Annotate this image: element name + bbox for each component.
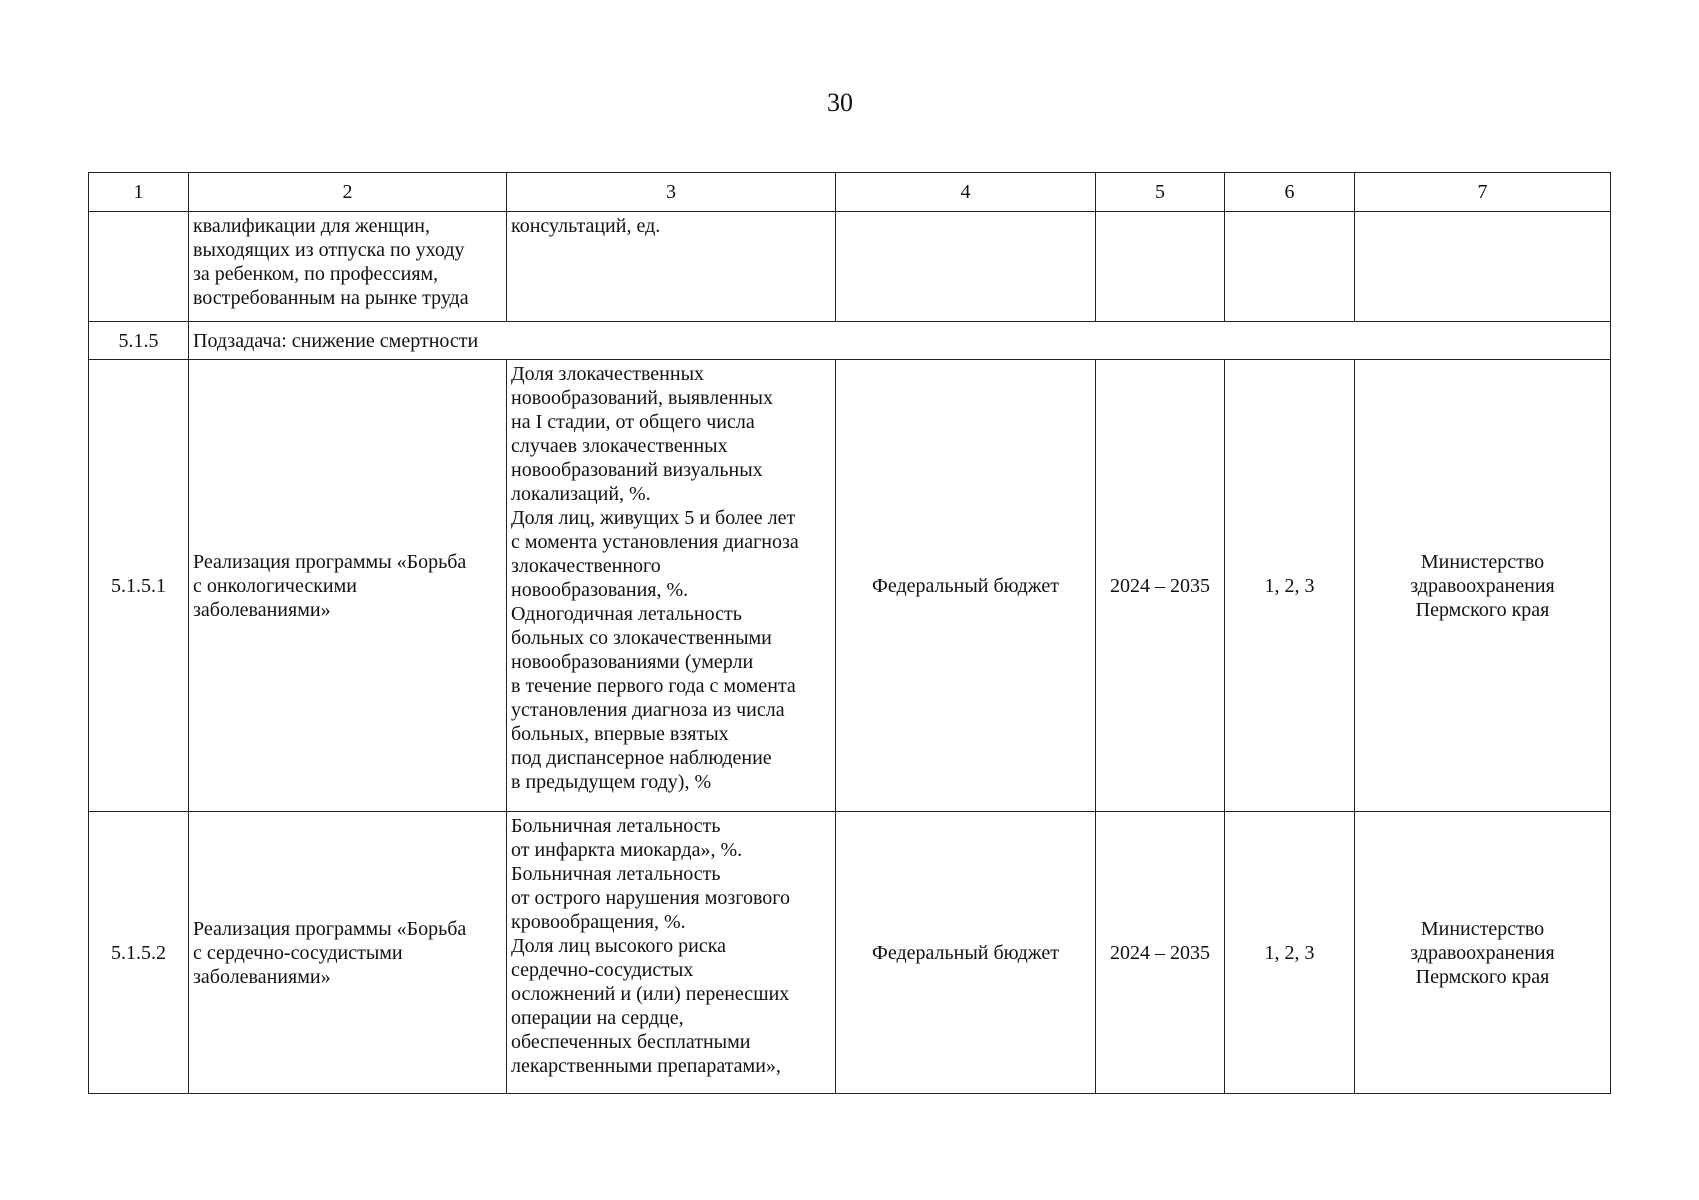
text-line: востребованным на рынке труда (193, 287, 469, 309)
text-line: больных, впервые взятых (511, 723, 729, 745)
text-line: локализаций, %. (511, 483, 651, 505)
cell-source (836, 212, 1096, 322)
text-line: обеспеченных бесплатными (511, 1031, 751, 1053)
cell-indicator (507, 212, 836, 322)
subtask-number: 5.1.5 (89, 322, 189, 360)
cell-period: 2024 – 2035 (1096, 812, 1225, 1094)
text-line: новообразования, %. (511, 579, 689, 601)
page-number: 30 (827, 88, 853, 117)
text-line: новообразованиями (умерли (511, 651, 754, 673)
text-line: осложнений и (или) перенесших (511, 983, 790, 1005)
text-line: Министерство (1420, 917, 1545, 940)
table-row (89, 812, 1611, 1094)
column-header: 3 (507, 173, 836, 212)
cell-number: 5.1.5.1 (89, 360, 189, 812)
table-row (89, 360, 1611, 812)
text-line: новообразований визуальных (511, 459, 763, 481)
cell-executor (1355, 360, 1611, 812)
cell-tasks: 1, 2, 3 (1225, 812, 1355, 1094)
text-line: от инфаркта миокарда», %. (511, 839, 743, 861)
text-line: случаев злокачественных (511, 435, 728, 457)
text-line: с момента установления диагноза (511, 531, 799, 553)
text-line: выходящих из отпуска по уходу (193, 239, 465, 261)
cell-executor (1355, 212, 1611, 322)
cell-source: Федеральный бюджет (836, 812, 1096, 1094)
text-line: Больничная летальность (511, 863, 721, 885)
text-line: заболеваниями» (193, 598, 331, 621)
text-line: установления диагноза из числа (511, 699, 785, 721)
text-line: с сердечно-сосудистыми (193, 941, 403, 964)
text-line: от острого нарушения мозгового (511, 887, 791, 909)
text-line: Одногодичная летальность (511, 603, 742, 625)
text-line: заболеваниями» (193, 965, 331, 988)
text-line: в течение первого года с момента (511, 675, 796, 697)
column-header: 1 (89, 173, 189, 212)
text-line: Министерство (1420, 550, 1545, 573)
text-line: квалификации для женщин, (193, 215, 430, 237)
column-header: 6 (1225, 173, 1355, 212)
program-table (88, 172, 1611, 1094)
cell-number: 5.1.5.2 (89, 812, 189, 1094)
text-line: злокачественного (511, 555, 661, 577)
text-line: кровообращения, %. (511, 911, 686, 933)
text-line: Доля лиц высокого риска (511, 935, 726, 957)
text-line: Больничная летальность (511, 815, 721, 837)
text-line: операции на сердце, (511, 1007, 684, 1029)
subtask-row (89, 322, 1611, 360)
text-line: Пермского края (1415, 598, 1550, 621)
text-line: Реализация программы «Борьба (193, 550, 467, 573)
text-line: здравоохранения (1410, 941, 1555, 964)
cell-indicator (507, 360, 836, 812)
text-line: Доля злокачественных (511, 363, 705, 385)
text-line: на I стадии, от общего числа (511, 411, 755, 433)
text-line: Реализация программы «Борьба (193, 917, 467, 940)
text-line: Доля лиц, живущих 5 и более лет (511, 507, 796, 529)
text-line: с онкологическими (193, 574, 357, 597)
text-line: здравоохранения (1410, 574, 1555, 597)
cell-source: Федеральный бюджет (836, 360, 1096, 812)
continuation-row (89, 212, 1611, 322)
cell-number (89, 212, 189, 322)
cell-period: 2024 – 2035 (1096, 360, 1225, 812)
text-line: в предыдущем году), % (511, 771, 712, 793)
column-header: 2 (189, 173, 507, 212)
text-line: Пермского края (1415, 965, 1550, 988)
text-line: консультаций, ед. (511, 215, 661, 237)
cell-name (189, 360, 507, 812)
cell-tasks (1225, 212, 1355, 322)
text-line: за ребенком, по профессиям, (193, 263, 439, 285)
text-line: под диспансерное наблюдение (511, 747, 772, 769)
cell-tasks: 1, 2, 3 (1225, 360, 1355, 812)
column-header-row (89, 173, 1611, 212)
subtask-text: Подзадача: снижение смертности (189, 322, 1611, 360)
cell-period (1096, 212, 1225, 322)
column-header: 5 (1096, 173, 1225, 212)
cell-name (189, 212, 507, 322)
cell-name (189, 812, 507, 1094)
text-line: больных со злокачественными (511, 627, 772, 649)
column-header: 4 (836, 173, 1096, 212)
text-line: новообразований, выявленных (511, 387, 773, 409)
cell-executor (1355, 812, 1611, 1094)
cell-indicator (507, 812, 836, 1094)
text-line: сердечно-сосудистых (511, 959, 694, 981)
column-header: 7 (1355, 173, 1611, 212)
text-line: лекарственными препаратами», (511, 1055, 781, 1077)
